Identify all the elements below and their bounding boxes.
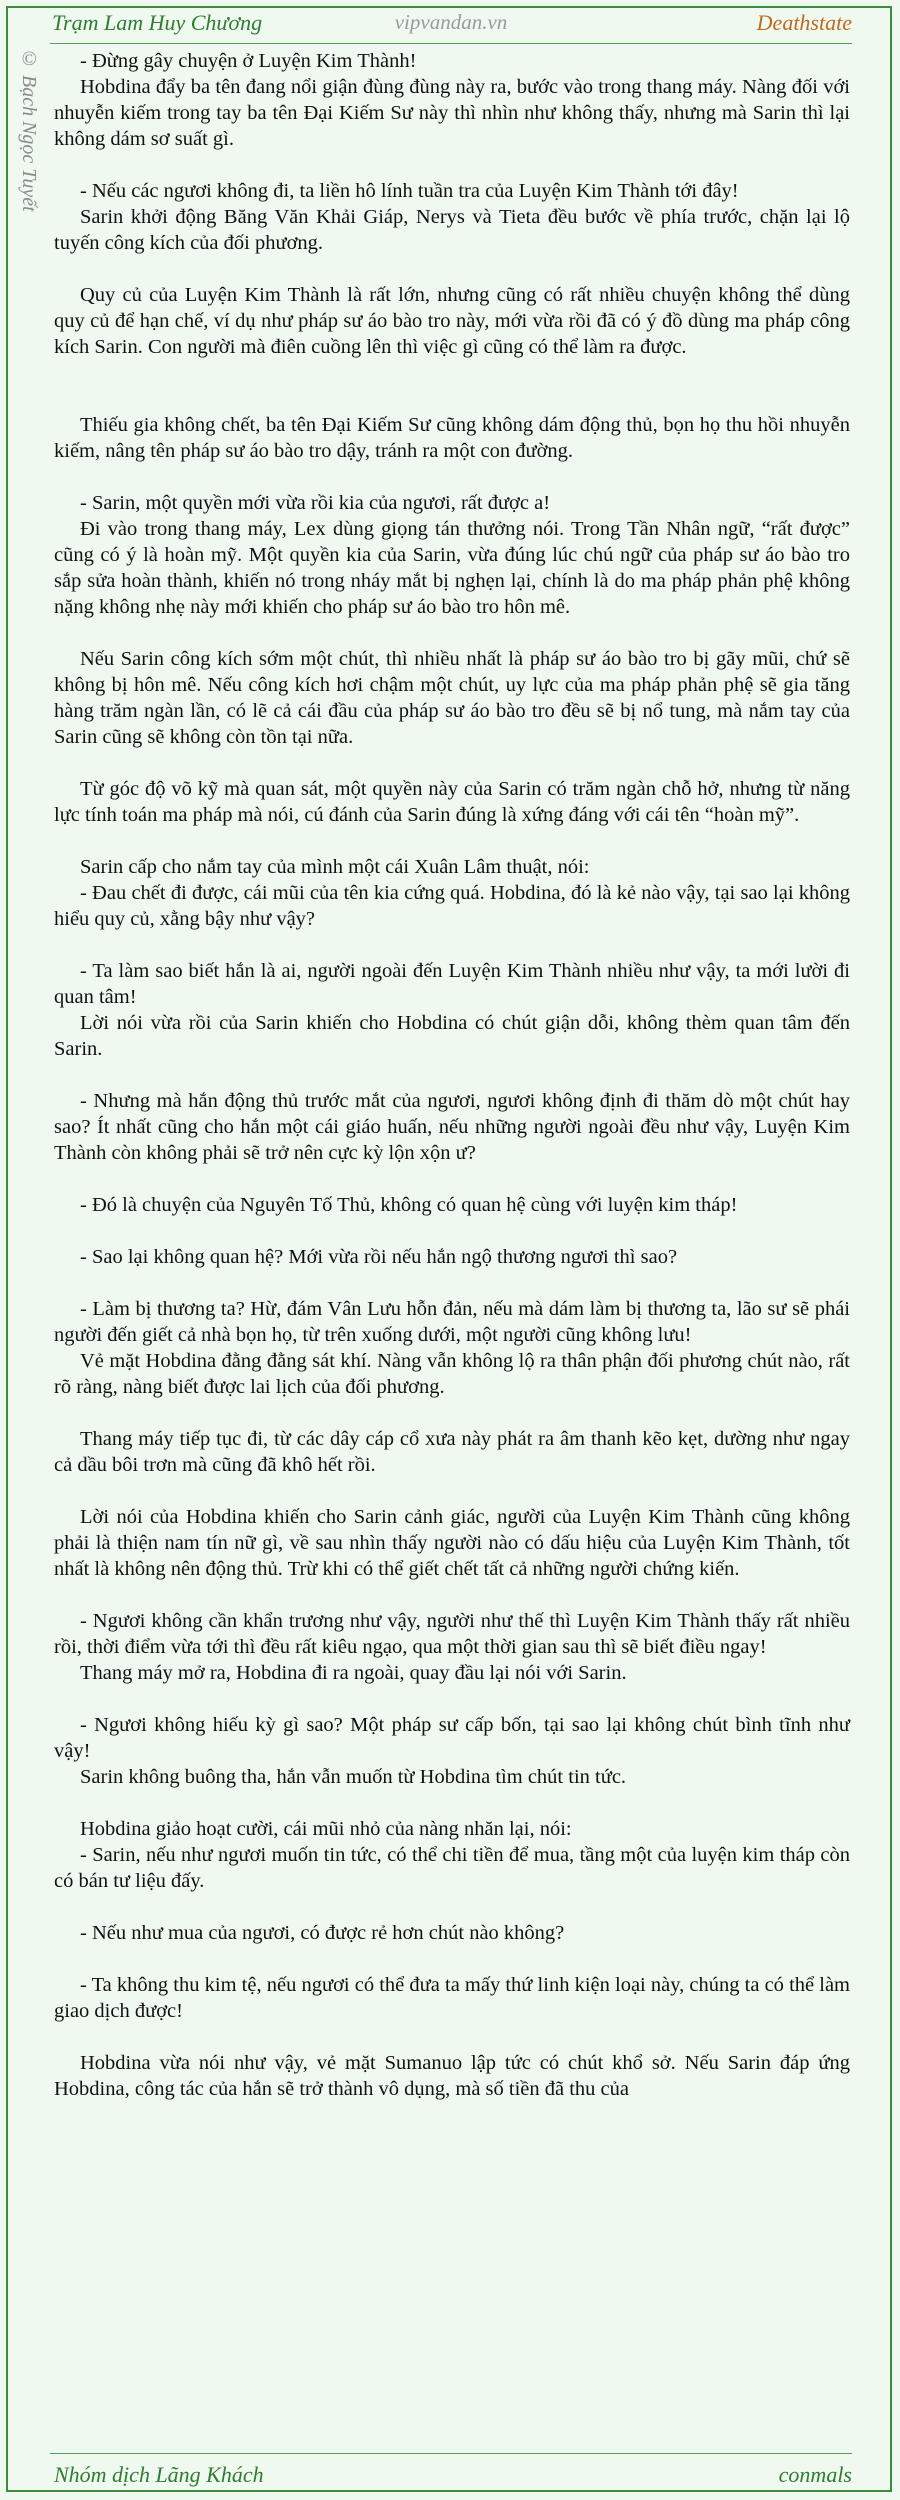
- footer-translator-group: Nhóm dịch Lãng Khách: [54, 2462, 264, 2487]
- paragraph: - Đau chết đi được, cái mũi của tên kia cứng quá. Hobdina, đó là kẻ nào vậy, tại sao lại không hiểu quy củ, xằng bậy như vậy?: [54, 882, 850, 930]
- paragraph: - Ngươi không hiếu kỳ gì sao? Một pháp sư cấp bốn, tại sao lại không chút bình tĩnh như vậy!: [54, 1714, 850, 1762]
- paragraph: - Nhưng mà hắn động thủ trước mắt của ngươi, ngươi không định đi thăm dò một chút hay sao? Ít nhất cũng cho hắn một cái giáo huấn, nếu những người ngoài đều như vậy, Luyện Kim Thành còn không phải sẽ trở nên cực kỳ lộn xộn ư?: [54, 1090, 850, 1164]
- page-header: [50, 6, 852, 40]
- paragraph: Thiếu gia không chết, ba tên Đại Kiếm Sư cũng không dám động thủ, bọn họ thu hồi nhuyễn kiếm, nâng tên pháp sư áo bào tro dậy, tránh ra một con đường.: [54, 414, 850, 462]
- header-author: Deathstate: [756, 10, 852, 35]
- paragraph: Nếu Sarin công kích sớm một chút, thì nhiều nhất là pháp sư áo bào tro bị gãy mũi, chứ sẽ không bị hôn mê. Nếu công kích hơi chậm một chút, uy lực của ma pháp phản phệ sẽ gia tăng hàng trăm ngàn lần, có lẽ cả cái đầu của pháp sư áo bào tro đều sẽ bị nổ tung, mà nắm tay của Sarin cũng sẽ không còn tồn tại nữa.: [54, 648, 850, 748]
- header-divider: [50, 43, 852, 44]
- paragraph: - Nếu như mua của ngươi, có được rẻ hơn chút nào không?: [80, 1922, 565, 1944]
- footer-editor: conmals: [778, 2462, 852, 2487]
- footer-divider: [50, 2453, 852, 2454]
- header-site-name: Trạm Lam Huy Chương: [52, 10, 263, 35]
- paragraph: - Nếu các ngươi không đi, ta liền hô lính tuần tra của Luyện Kim Thành tới đây!: [80, 180, 739, 202]
- page-footer: [50, 2458, 852, 2488]
- paragraph: - Đó là chuyện của Nguyên Tố Thủ, không có quan hệ cùng với luyện kim tháp!: [80, 1194, 738, 1216]
- header-website: vipvandan.vn: [394, 10, 508, 34]
- paragraph: Thang máy mở ra, Hobdina đi ra ngoài, quay đầu lại nói với Sarin.: [80, 1662, 627, 1684]
- paragraph: - Ta làm sao biết hắn là ai, người ngoài đến Luyện Kim Thành nhiều như vậy, ta mới lười đi quan tâm!: [54, 960, 850, 1008]
- paragraph: - Ngươi không cần khẩn trương như vậy, người như thế thì Luyện Kim Thành thấy rất nhiều rồi, thời điểm vừa tới thì đều rất kiêu ngạo, qua một thời gian sau thì sẽ biết điều ngay!: [54, 1610, 850, 1658]
- paragraph: Lời nói vừa rồi của Sarin khiến cho Hobdina có chút giận dỗi, không thèm quan tâm đến Sarin.: [54, 1012, 850, 1060]
- side-watermark: © Bạch Ngọc Tuyết: [18, 48, 40, 212]
- paragraph: Quy củ của Luyện Kim Thành là rất lớn, nhưng cũng có rất nhiều chuyện không thể dùng quy củ để hạn chế, ví dụ như pháp sư áo bào tro này, mới vừa rồi đã có ý đồ dùng ma pháp công kích Sarin. Con người mà điên cuồng lên thì việc gì cũng có thể làm ra được.: [54, 284, 850, 358]
- paragraph: - Sarin, một quyền mới vừa rồi kia của ngươi, rất được a!: [80, 492, 551, 514]
- paragraph: Sarin không buông tha, hắn vẫn muốn từ Hobdina tìm chút tin tức.: [80, 1766, 627, 1788]
- paragraph: Thang máy tiếp tục đi, từ các dây cáp cổ xưa này phát ra âm thanh kẽo kẹt, dường như ngay cả dầu bôi trơn mà cũng đã khô hết rồi.: [54, 1428, 850, 1476]
- paragraph: Sarin khởi động Băng Văn Khải Giáp, Nerys và Tieta đều bước về phía trước, chặn lại lộ tuyến công kích của đối phương.: [54, 206, 850, 254]
- paragraph: Hobdina giảo hoạt cười, cái mũi nhỏ của nàng nhăn lại, nói:: [80, 1818, 572, 1840]
- paragraph: - Đừng gây chuyện ở Luyện Kim Thành!: [80, 50, 417, 72]
- paragraph: Hobdina đẩy ba tên đang nổi giận đùng đùng này ra, bước vào trong thang máy. Nàng đối với nhuyễn kiếm trong tay ba tên Đại Kiếm Sư này thì nhìn như không thấy, nhưng mà Sarin thì lại không dám sơ suất gì.: [54, 76, 850, 150]
- paragraph: Hobdina vừa nói như vậy, vẻ mặt Sumanuo lập tức có chút khổ sở. Nếu Sarin đáp ứng Hobdina, công tác của hắn sẽ trở thành vô dụng, mà số tiền đã thu của: [54, 2052, 850, 2100]
- chapter-text: [54, 48, 850, 2102]
- paragraph: - Sao lại không quan hệ? Mới vừa rồi nếu hắn ngộ thương ngươi thì sao?: [80, 1246, 678, 1268]
- paragraph: Vẻ mặt Hobdina đằng đằng sát khí. Nàng vẫn không lộ ra thân phận đối phương chút nào, rất rõ ràng, nàng biết được lai lịch của đối phương.: [54, 1350, 850, 1398]
- paragraph: Lời nói của Hobdina khiến cho Sarin cảnh giác, người của Luyện Kim Thành cũng không phải là thiện nam tín nữ gì, về sau nhìn thấy người nào có dấu hiệu của Luyện Kim Thành, tốt nhất là không nên động thủ. Trừ khi có thể giết chết tất cả những người chứng kiến.: [54, 1506, 850, 1580]
- paragraph: - Sarin, nếu như ngươi muốn tin tức, có thể chi tiền để mua, tầng một của luyện kim tháp còn có bán tư liệu đấy.: [54, 1844, 850, 1892]
- paragraph: - Ta không thu kim tệ, nếu ngươi có thể đưa ta mấy thứ linh kiện loại này, chúng ta có thể làm giao dịch được!: [54, 1974, 850, 2022]
- paragraph: Đi vào trong thang máy, Lex dùng giọng tán thưởng nói. Trong Tần Nhân ngữ, “rất được” cũng có ý là hoàn mỹ. Một quyền kia của Sarin, vừa đúng lúc chú ngữ của pháp sư áo bào tro sắp sửa hoàn thành, khiến nó trong nháy mắt bị nghẹn lại, chính là do ma pháp phản phệ không nặng không nhẹ này mới khiến cho pháp sư áo bào tro hôn mê.: [54, 518, 850, 618]
- paragraph: Sarin cấp cho nắm tay của mình một cái Xuân Lâm thuật, nói:: [80, 856, 590, 878]
- paragraph: Từ góc độ võ kỹ mà quan sát, một quyền này của Sarin có trăm ngàn chỗ hở, nhưng từ năng lực tính toán ma pháp mà nói, cú đánh của Sarin đúng là xứng đáng với cái tên “hoàn mỹ”.: [54, 778, 850, 826]
- paragraph: - Làm bị thương ta? Hừ, đám Vân Lưu hỗn đản, nếu mà dám làm bị thương ta, lão sư sẽ phái người đến giết cả nhà bọn họ, từ trên xuống dưới, một người cũng không lưu!: [54, 1298, 850, 1346]
